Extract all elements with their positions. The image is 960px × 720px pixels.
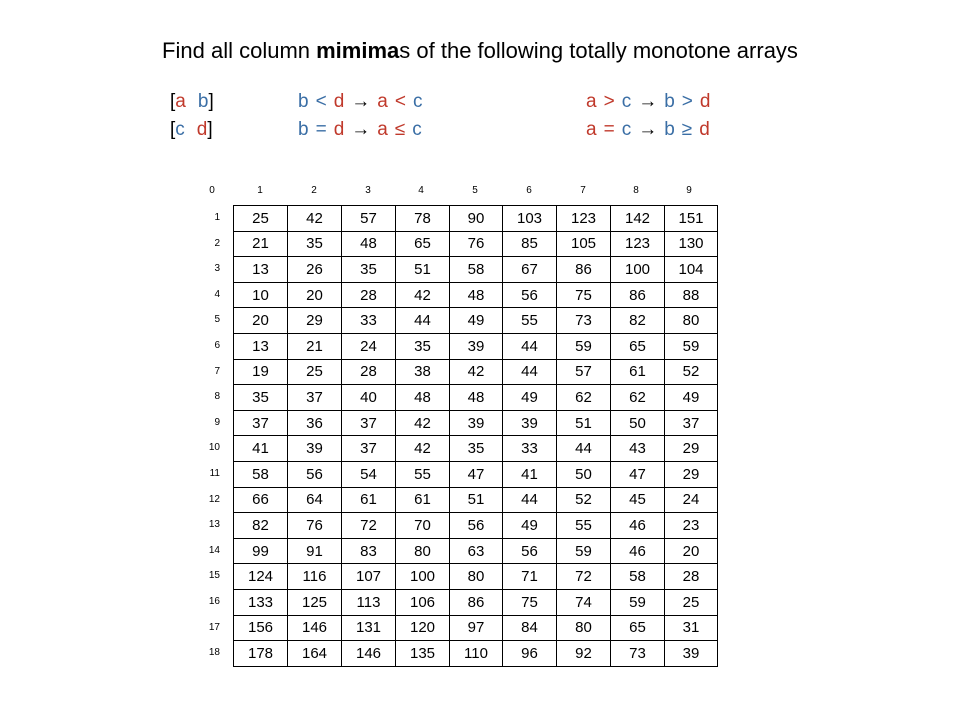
- table-cell: 35: [288, 231, 342, 257]
- table-cell: 88: [665, 282, 718, 308]
- table-cell: 75: [503, 589, 557, 615]
- table-cell: 124: [234, 564, 288, 590]
- table-cell: 178: [234, 641, 288, 667]
- rule-term: c: [621, 119, 632, 140]
- rule-op: <: [394, 91, 406, 112]
- table-cell: 72: [342, 513, 396, 539]
- table-cell: 110: [450, 641, 503, 667]
- bracket-open: [: [170, 91, 176, 112]
- table-cell: 65: [396, 231, 450, 257]
- table-cell: 56: [288, 461, 342, 487]
- rule-term: a: [377, 119, 388, 140]
- row-label: 15: [208, 570, 220, 582]
- table-cell: 90: [450, 206, 503, 232]
- row-label: 3: [214, 263, 220, 275]
- table-cell: 23: [665, 513, 718, 539]
- table-cell: 51: [396, 257, 450, 283]
- table-cell: 35: [450, 436, 503, 462]
- table-cell: 52: [557, 487, 611, 513]
- rule-op: =: [315, 119, 327, 140]
- table-cell: 58: [234, 461, 288, 487]
- column-header: 1: [257, 185, 263, 196]
- rule-b-lt-d: [298, 92, 422, 111]
- table-cell: 47: [611, 461, 665, 487]
- rule-term: d: [333, 119, 345, 140]
- table-cell: 92: [557, 641, 611, 667]
- row-label: 4: [214, 288, 220, 300]
- rule-term: b: [664, 119, 675, 140]
- table-cell: 146: [342, 641, 396, 667]
- rule-op: =: [603, 119, 615, 140]
- table-cell: 44: [503, 359, 557, 385]
- table-cell: 37: [342, 410, 396, 436]
- cell-d: d: [196, 119, 208, 140]
- table-cell: 82: [611, 308, 665, 334]
- table-cell: 33: [342, 308, 396, 334]
- rule-op: ≤: [394, 119, 406, 140]
- table-cell: 64: [288, 487, 342, 513]
- table-cell: 142: [611, 206, 665, 232]
- table-cell: 20: [234, 308, 288, 334]
- table-cell: 80: [450, 564, 503, 590]
- table-cell: 51: [450, 487, 503, 513]
- table-cell: 96: [503, 641, 557, 667]
- table-cell: 24: [342, 333, 396, 359]
- rule-term: b: [298, 119, 309, 140]
- table-cell: 19: [234, 359, 288, 385]
- column-header: 6: [526, 185, 532, 196]
- table-cell: 120: [396, 615, 450, 641]
- table-cell: 74: [557, 589, 611, 615]
- table-cell: 10: [234, 282, 288, 308]
- rule-term: a: [377, 91, 388, 112]
- table-cell: 62: [611, 385, 665, 411]
- table-cell: 28: [342, 282, 396, 308]
- table-cell: 41: [234, 436, 288, 462]
- table-cell: 39: [665, 641, 718, 667]
- table-cell: 39: [503, 410, 557, 436]
- table-cell: 48: [342, 231, 396, 257]
- table-cell: 31: [665, 615, 718, 641]
- table-cell: 55: [396, 461, 450, 487]
- table-cell: 38: [396, 359, 450, 385]
- table-cell: 13: [234, 257, 288, 283]
- table-row: [234, 385, 718, 411]
- table-cell: 36: [288, 410, 342, 436]
- row-labels: [198, 205, 220, 666]
- table-cell: 37: [288, 385, 342, 411]
- row-label: 13: [208, 519, 220, 531]
- table-cell: 48: [396, 385, 450, 411]
- table-cell: 91: [288, 538, 342, 564]
- table-row: [234, 308, 718, 334]
- table-cell: 50: [611, 410, 665, 436]
- arrow-icon: →: [638, 91, 658, 112]
- bracket-open: [: [170, 119, 176, 140]
- table-cell: 59: [611, 589, 665, 615]
- arrow-icon: →: [351, 119, 371, 140]
- table-cell: 48: [450, 385, 503, 411]
- row-label: 16: [208, 595, 220, 607]
- table-cell: 100: [396, 564, 450, 590]
- table-cell: 49: [450, 308, 503, 334]
- table-cell: 41: [503, 461, 557, 487]
- table-cell: 103: [503, 206, 557, 232]
- table-cell: 59: [557, 538, 611, 564]
- title-post: s of the following totally monotone arrays: [399, 38, 798, 63]
- rule-b-eq-d: [298, 120, 422, 139]
- table-cell: 135: [396, 641, 450, 667]
- row-label: 17: [208, 621, 220, 633]
- table-cell: 39: [450, 333, 503, 359]
- table-cell: 61: [611, 359, 665, 385]
- column-header: 2: [311, 185, 317, 196]
- table-row: [234, 436, 718, 462]
- rule-term: c: [412, 119, 422, 140]
- table-cell: 48: [450, 282, 503, 308]
- rule-term: a: [586, 119, 597, 140]
- table-cell: 82: [234, 513, 288, 539]
- row-label: 18: [208, 647, 220, 659]
- table-cell: 44: [557, 436, 611, 462]
- table-cell: 86: [611, 282, 665, 308]
- table-cell: 75: [557, 282, 611, 308]
- table-cell: 46: [611, 513, 665, 539]
- page-title: [0, 38, 960, 64]
- table-cell: 37: [234, 410, 288, 436]
- column-header: 8: [633, 185, 639, 196]
- table-row: [234, 231, 718, 257]
- table-cell: 123: [557, 206, 611, 232]
- table-cell: 105: [557, 231, 611, 257]
- table-cell: 44: [503, 487, 557, 513]
- table-row: [234, 487, 718, 513]
- rule-term: d: [699, 91, 711, 112]
- table-cell: 76: [288, 513, 342, 539]
- table-cell: 100: [611, 257, 665, 283]
- matrix-legend-row-2: [170, 120, 213, 139]
- table-cell: 63: [450, 538, 503, 564]
- table-cell: 25: [234, 206, 288, 232]
- table-cell: 66: [234, 487, 288, 513]
- table-cell: 104: [665, 257, 718, 283]
- rule-term: b: [298, 91, 309, 112]
- table-cell: 35: [342, 257, 396, 283]
- table-cell: 65: [611, 615, 665, 641]
- table-cell: 13: [234, 333, 288, 359]
- rule-term: d: [333, 91, 345, 112]
- table-cell: 56: [503, 538, 557, 564]
- matrix-legend-row-1: [170, 92, 214, 111]
- table-cell: 58: [611, 564, 665, 590]
- data-table: [233, 205, 718, 667]
- table-cell: 86: [450, 589, 503, 615]
- table-cell: 113: [342, 589, 396, 615]
- table-cell: 20: [665, 538, 718, 564]
- row-label: 5: [214, 314, 220, 326]
- rule-term: a: [586, 91, 597, 112]
- table-cell: 52: [665, 359, 718, 385]
- table-cell: 35: [234, 385, 288, 411]
- table-cell: 40: [342, 385, 396, 411]
- row-label: 6: [214, 339, 220, 351]
- cell-b: b: [197, 91, 209, 112]
- table-cell: 28: [342, 359, 396, 385]
- table-cell: 35: [396, 333, 450, 359]
- table-cell: 42: [450, 359, 503, 385]
- table-cell: 70: [396, 513, 450, 539]
- table-cell: 73: [557, 308, 611, 334]
- rule-term: d: [699, 119, 710, 140]
- table-cell: 85: [503, 231, 557, 257]
- row-label: 10: [208, 442, 220, 454]
- table-cell: 33: [503, 436, 557, 462]
- table-cell: 47: [450, 461, 503, 487]
- rule-term: c: [621, 91, 632, 112]
- table-row: [234, 410, 718, 436]
- column-header: 0: [209, 185, 215, 196]
- rule-op: >: [603, 91, 615, 112]
- table-cell: 151: [665, 206, 718, 232]
- table-cell: 78: [396, 206, 450, 232]
- table-row: [234, 359, 718, 385]
- rule-term: b: [664, 91, 675, 112]
- table-cell: 57: [557, 359, 611, 385]
- table-cell: 58: [450, 257, 503, 283]
- table-cell: 164: [288, 641, 342, 667]
- title-bold: mimima: [316, 38, 400, 63]
- table-cell: 42: [288, 206, 342, 232]
- table-cell: 44: [396, 308, 450, 334]
- table-cell: 51: [557, 410, 611, 436]
- table-cell: 130: [665, 231, 718, 257]
- table-cell: 39: [288, 436, 342, 462]
- table-cell: 55: [503, 308, 557, 334]
- table-row: [234, 282, 718, 308]
- table-cell: 20: [288, 282, 342, 308]
- table-row: [234, 333, 718, 359]
- table-cell: 21: [234, 231, 288, 257]
- table-cell: 42: [396, 436, 450, 462]
- column-header: 7: [580, 185, 586, 196]
- table-cell: 44: [503, 333, 557, 359]
- row-label: 7: [214, 365, 220, 377]
- table-cell: 54: [342, 461, 396, 487]
- rule-op: <: [315, 91, 327, 112]
- table-cell: 71: [503, 564, 557, 590]
- table-cell: 80: [396, 538, 450, 564]
- table-cell: 123: [611, 231, 665, 257]
- table-cell: 146: [288, 615, 342, 641]
- table-cell: 133: [234, 589, 288, 615]
- rule-term: c: [412, 91, 423, 112]
- table-row: [234, 538, 718, 564]
- table-cell: 84: [503, 615, 557, 641]
- bracket-close: ]: [208, 91, 214, 112]
- arrow-icon: →: [638, 119, 658, 140]
- table-row: [234, 615, 718, 641]
- table-row: [234, 564, 718, 590]
- column-header: 4: [418, 185, 424, 196]
- table-cell: 29: [665, 461, 718, 487]
- row-label: 9: [214, 416, 220, 428]
- column-headers: [0, 185, 960, 199]
- table-cell: 49: [503, 513, 557, 539]
- table-cell: 49: [665, 385, 718, 411]
- table-cell: 29: [288, 308, 342, 334]
- table-cell: 49: [503, 385, 557, 411]
- table-cell: 59: [665, 333, 718, 359]
- table-cell: 99: [234, 538, 288, 564]
- table-row: [234, 513, 718, 539]
- rule-op: ≥: [681, 119, 693, 140]
- table-cell: 116: [288, 564, 342, 590]
- table-cell: 59: [557, 333, 611, 359]
- table-cell: 65: [611, 333, 665, 359]
- table-cell: 125: [288, 589, 342, 615]
- table-cell: 76: [450, 231, 503, 257]
- table-cell: 80: [665, 308, 718, 334]
- table-row: [234, 257, 718, 283]
- table-cell: 37: [342, 436, 396, 462]
- table-cell: 37: [665, 410, 718, 436]
- rule-a-eq-c: [586, 120, 710, 139]
- table-cell: 72: [557, 564, 611, 590]
- title-pre: Find all column: [162, 38, 317, 63]
- table-cell: 50: [557, 461, 611, 487]
- table-cell: 46: [611, 538, 665, 564]
- table-cell: 156: [234, 615, 288, 641]
- table-cell: 25: [665, 589, 718, 615]
- table-cell: 86: [557, 257, 611, 283]
- table-cell: 42: [396, 410, 450, 436]
- table-cell: 73: [611, 641, 665, 667]
- table-row: [234, 461, 718, 487]
- table-cell: 106: [396, 589, 450, 615]
- table-cell: 25: [288, 359, 342, 385]
- table-cell: 21: [288, 333, 342, 359]
- table-row: [234, 589, 718, 615]
- table-cell: 55: [557, 513, 611, 539]
- table-cell: 26: [288, 257, 342, 283]
- table-row: [234, 206, 718, 232]
- table-cell: 67: [503, 257, 557, 283]
- rule-a-gt-c: [586, 92, 710, 111]
- table-cell: 56: [450, 513, 503, 539]
- table-cell: 61: [342, 487, 396, 513]
- column-header: 5: [472, 185, 478, 196]
- row-label: 11: [209, 467, 220, 479]
- row-label: 8: [214, 391, 220, 403]
- table-cell: 97: [450, 615, 503, 641]
- table-cell: 28: [665, 564, 718, 590]
- table-cell: 29: [665, 436, 718, 462]
- bracket-close: ]: [207, 119, 213, 140]
- table-cell: 131: [342, 615, 396, 641]
- table-cell: 107: [342, 564, 396, 590]
- cell-c: c: [175, 119, 185, 140]
- table-cell: 57: [342, 206, 396, 232]
- table-row: [234, 641, 718, 667]
- row-label: 12: [208, 493, 220, 505]
- table-cell: 61: [396, 487, 450, 513]
- row-label: 14: [208, 544, 220, 556]
- table-cell: 56: [503, 282, 557, 308]
- arrow-icon: →: [351, 91, 371, 112]
- column-header: 3: [365, 185, 371, 196]
- row-label: 2: [214, 237, 220, 249]
- row-label: 1: [214, 212, 220, 223]
- table-cell: 45: [611, 487, 665, 513]
- table-cell: 83: [342, 538, 396, 564]
- table-cell: 42: [396, 282, 450, 308]
- cell-a: a: [175, 91, 186, 112]
- table-cell: 43: [611, 436, 665, 462]
- table-cell: 39: [450, 410, 503, 436]
- rule-op: >: [681, 91, 693, 112]
- column-header: 9: [686, 185, 692, 196]
- table-cell: 62: [557, 385, 611, 411]
- table-cell: 80: [557, 615, 611, 641]
- table-cell: 24: [665, 487, 718, 513]
